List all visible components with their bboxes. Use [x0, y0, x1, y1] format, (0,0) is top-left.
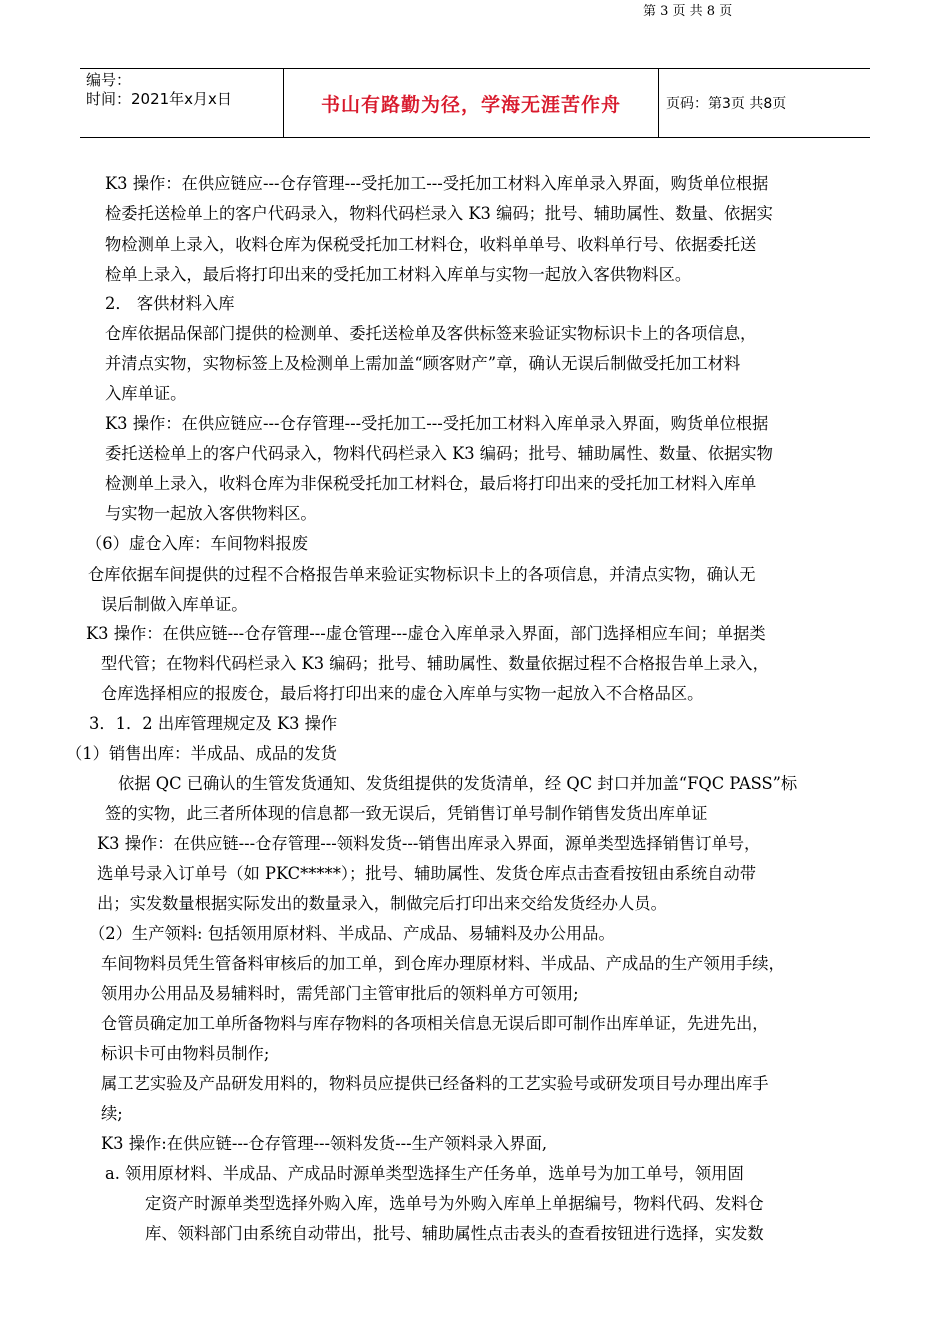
header-divider-right: [658, 69, 659, 137]
text-line: 检单上录入，最后将打印出来的受托加工材料入库单与实物一起放入客供物料区。: [105, 265, 692, 284]
text-line: 检委托送检单上的客户代码录入，物料代码栏录入 K3 编码；批号、辅助属性、数量、依据实: [105, 204, 773, 223]
header-meta: [86, 71, 232, 109]
text-line: 出；实发数量根据实际发出的数量录入，制做完后打印出来交给发货经办人员。: [97, 894, 667, 913]
header-divider-left: [283, 69, 284, 137]
text-line: 仓库选择相应的报废仓，最后将打印出来的虚仓入库单与实物一起放入不合格品区。: [101, 684, 704, 703]
document-time-label: 时间：2021年x月x日: [86, 90, 232, 108]
text-line: 仓库依据品保部门提供的检测单、委托送检单及客供标签来验证实物标识卡上的各项信息，: [105, 324, 757, 343]
text-line: 型代管；在物料代码栏录入 K3 编码；批号、辅助属性、数量依据过程不合格报告单上录入，: [101, 654, 769, 673]
text-line: 并清点实物，实物标签上及检测单上需加盖“顾客财产”章，确认无误后制做受托加工材料: [105, 354, 741, 373]
text-line: 仓管员确定加工单所备物料与库存物料的各项相关信息无误后即可制作出库单证，先进先出，: [101, 1014, 769, 1033]
text-line: 续;: [101, 1104, 123, 1123]
text-line: 标识卡可由物料员制作;: [101, 1044, 270, 1063]
section-heading: （6）虚仓入库：车间物料报废: [86, 534, 309, 553]
text-line: K3 操作:在供应链---仓存管理---领料发货---生产领料录入界面,: [101, 1134, 548, 1153]
text-line: 选单号录入订单号（如 PKC*****）；批号、辅助属性、发货仓库点击查看按钮由系统自动带: [97, 864, 757, 883]
section-heading: 3．1．2 出库管理规定及 K3 操作: [89, 714, 338, 733]
text-line: 车间物料员凭生管备料审核后的加工单，到仓库办理原材料、半成品、产成品的生产领用手续，: [101, 954, 785, 973]
section-heading: （1）销售出库：半成品、成品的发货: [66, 744, 337, 763]
list-item: a. 领用原材料、半成品、产成品时源单类型选择生产任务单，选单号为加工单号，领用固: [105, 1164, 744, 1183]
page-footer: 第 3 页 共 8 页: [643, 4, 733, 19]
text-line: 与实物一起放入客供物料区。: [105, 504, 317, 523]
text-line: 检测单上录入，收料仓库为非保税受托加工材料仓，最后将打印出来的受托加工材料入库单: [105, 474, 757, 493]
text-line: 库、领料部门由系统自动带出，批号、辅助属性点击表头的查看按钮进行选择，实发数: [145, 1224, 764, 1243]
text-line: 入库单证。: [105, 384, 187, 403]
text-line: 依据 QC 已确认的生管发货通知、发货组提供的发货清单，经 QC 封口并加盖“FQC PASS”标: [118, 774, 798, 793]
text-line: 领用办公用品及易辅料时，需凭部门主管审批后的领料单方可领用;: [101, 984, 579, 1003]
text-line: 仓库依据车间提供的过程不合格报告单来验证实物标识卡上的各项信息，并清点实物，确认无: [88, 565, 756, 584]
section-heading: 2． 客供材料入库: [105, 294, 235, 313]
header-page-info: 页码：第3页 共8页: [666, 96, 787, 112]
text-line: K3 操作：在供应链---仓存管理---虚仓管理---虚仓入库单录入界面，部门选择相应车间；单据类: [86, 624, 766, 643]
text-line: 定资产时源单类型选择外购入库，选单号为外购入库单上单据编号，物料代码、发料仓: [145, 1194, 764, 1213]
section-heading: （2）生产领料: 包括领用原材料、半成品、产成品、易辅料及办公用品。: [89, 924, 615, 943]
text-line: 属工艺实验及产品研发用料的，物料员应提供已经备料的工艺实验号或研发项目号办理出库手: [101, 1074, 769, 1093]
document-number-label: 编号：: [86, 71, 132, 89]
text-line: 物检测单上录入，收料仓库为保税受托加工材料仓，收料单单号、收料单行号、依据委托送: [105, 235, 757, 254]
header-motto: 书山有路勤为径，学海无涯苦作舟: [320, 93, 621, 116]
page-header: [80, 68, 870, 138]
text-line: 委托送检单上的客户代码录入，物料代码栏录入 K3 编码；批号、辅助属性、数量、依据实物: [105, 444, 773, 463]
text-line: K3 操作：在供应链应---仓存管理---受托加工---受托加工材料入库单录入界面，购货单位根据: [105, 174, 769, 193]
text-line: 误后制做入库单证。: [101, 595, 248, 614]
text-line: K3 操作：在供应链应---仓存管理---受托加工---受托加工材料入库单录入界面，购货单位根据: [105, 414, 769, 433]
text-line: K3 操作：在供应链---仓存管理---领料发货---销售出库录入界面，源单类型选择销售订单号，: [97, 834, 761, 853]
text-line: 签的实物，此三者所体现的信息都一致无误后，凭销售订单号制作销售发货出库单证: [105, 804, 708, 823]
